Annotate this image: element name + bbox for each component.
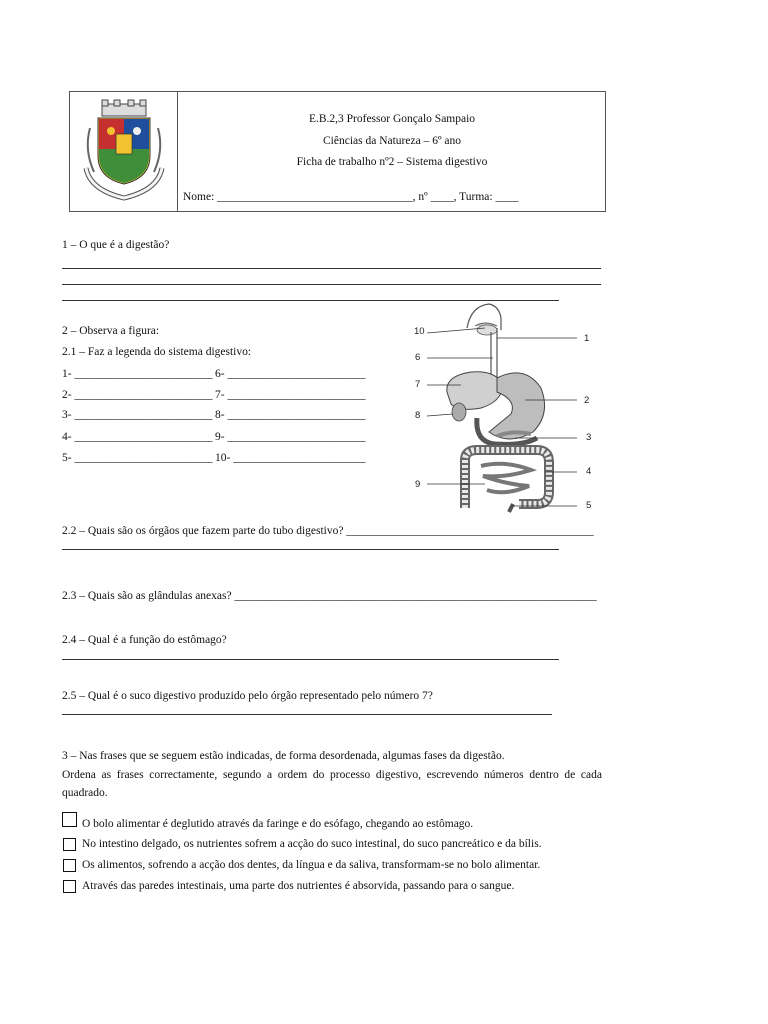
figure-label-3: 3 (586, 432, 592, 443)
question-2-4: 2.4 – Qual é a função do estômago? (62, 634, 227, 646)
legend-item-3[interactable]: 3- ________________________ (62, 409, 213, 421)
order-checkbox-1[interactable] (62, 812, 77, 827)
figure-label-9: 9 (415, 479, 421, 490)
name-field[interactable]: Nome: __________________________________, nº ____, Turma: ____ (183, 191, 519, 203)
worksheet-title: Ficha de trabalho nº2 – Sistema digestivo (296, 156, 488, 168)
legend-item-7[interactable]: 7- ________________________ (215, 389, 366, 401)
question-2-1: 2.1 – Faz a legenda do sistema digestivo: (62, 346, 252, 358)
question-2-5: 2.5 – Qual é o suco digestivo produzido pelo órgão representado pelo número 7? (62, 690, 433, 702)
phase-item-3: Os alimentos, sofrendo a acção dos dentes, da língua e da saliva, transformam-se no bolo alimentar. (82, 859, 541, 871)
legend-item-9[interactable]: 9- ________________________ (215, 431, 366, 443)
figure-label-4: 4 (586, 466, 592, 477)
question-3-intro: 3 – Nas frases que se seguem estão indicadas, de forma desordenada, algumas fases da digestão. (62, 750, 505, 762)
order-checkbox-2[interactable] (63, 838, 76, 851)
legend-item-2[interactable]: 2- ________________________ (62, 389, 213, 401)
legend-item-6[interactable]: 6- ________________________ (215, 368, 366, 380)
order-checkbox-3[interactable] (63, 859, 76, 872)
question-1: 1 – O que é a digestão? (62, 239, 170, 251)
figure-label-10: 10 (414, 326, 425, 337)
answer-line[interactable] (62, 549, 559, 550)
answer-line[interactable] (62, 659, 559, 660)
figure-label-6: 6 (415, 352, 421, 363)
figure-label-5: 5 (586, 500, 592, 511)
school-name: E.B.2,3 Professor Gonçalo Sampaio (308, 113, 476, 125)
legend-item-5[interactable]: 5- ________________________ (62, 452, 213, 464)
header-divider (177, 92, 178, 211)
legend-item-1[interactable]: 1- ________________________ (62, 368, 213, 380)
question-2-intro: 2 – Observa a figura: (62, 325, 160, 337)
header-box (69, 91, 606, 212)
legend-item-4[interactable]: 4- ________________________ (62, 431, 213, 443)
figure-label-1: 1 (584, 333, 590, 344)
order-checkbox-4[interactable] (63, 880, 76, 893)
municipal-crest-icon (76, 98, 172, 206)
figure-label-8: 8 (415, 410, 421, 421)
legend-item-8[interactable]: 8- ________________________ (215, 409, 366, 421)
question-2-3[interactable]: 2.3 – Quais são as glândulas anexas? _______________________________________________________________ (62, 590, 597, 602)
figure-label-7: 7 (415, 379, 421, 390)
digestive-system-figure (405, 300, 605, 515)
answer-line[interactable] (62, 714, 552, 715)
question-3-instruction: Ordena as frases correctamente, segundo a ordem do processo digestivo, escrevendo números dentro de cada quadrado. (62, 769, 602, 799)
subject-line: Ciências da Natureza – 6º ano (323, 135, 461, 147)
phase-item-4: Através das paredes intestinais, uma parte dos nutrientes é absorvida, passando para o sangue. (82, 880, 515, 892)
question-2-2[interactable]: 2.2 – Quais são os órgãos que fazem parte do tubo digestivo? ___________________________________________ (62, 525, 594, 537)
answer-line[interactable] (62, 284, 601, 285)
phase-item-2: No intestino delgado, os nutrientes sofrem a acção do suco intestinal, do suco pancreático e da bílis. (82, 838, 542, 850)
figure-label-2: 2 (584, 395, 590, 406)
answer-line[interactable] (62, 268, 601, 269)
phase-item-1: O bolo alimentar é deglutido através da faringe e do esófago, chegando ao estômago. (82, 818, 474, 830)
legend-item-10[interactable]: 10- _______________________ (215, 452, 366, 464)
